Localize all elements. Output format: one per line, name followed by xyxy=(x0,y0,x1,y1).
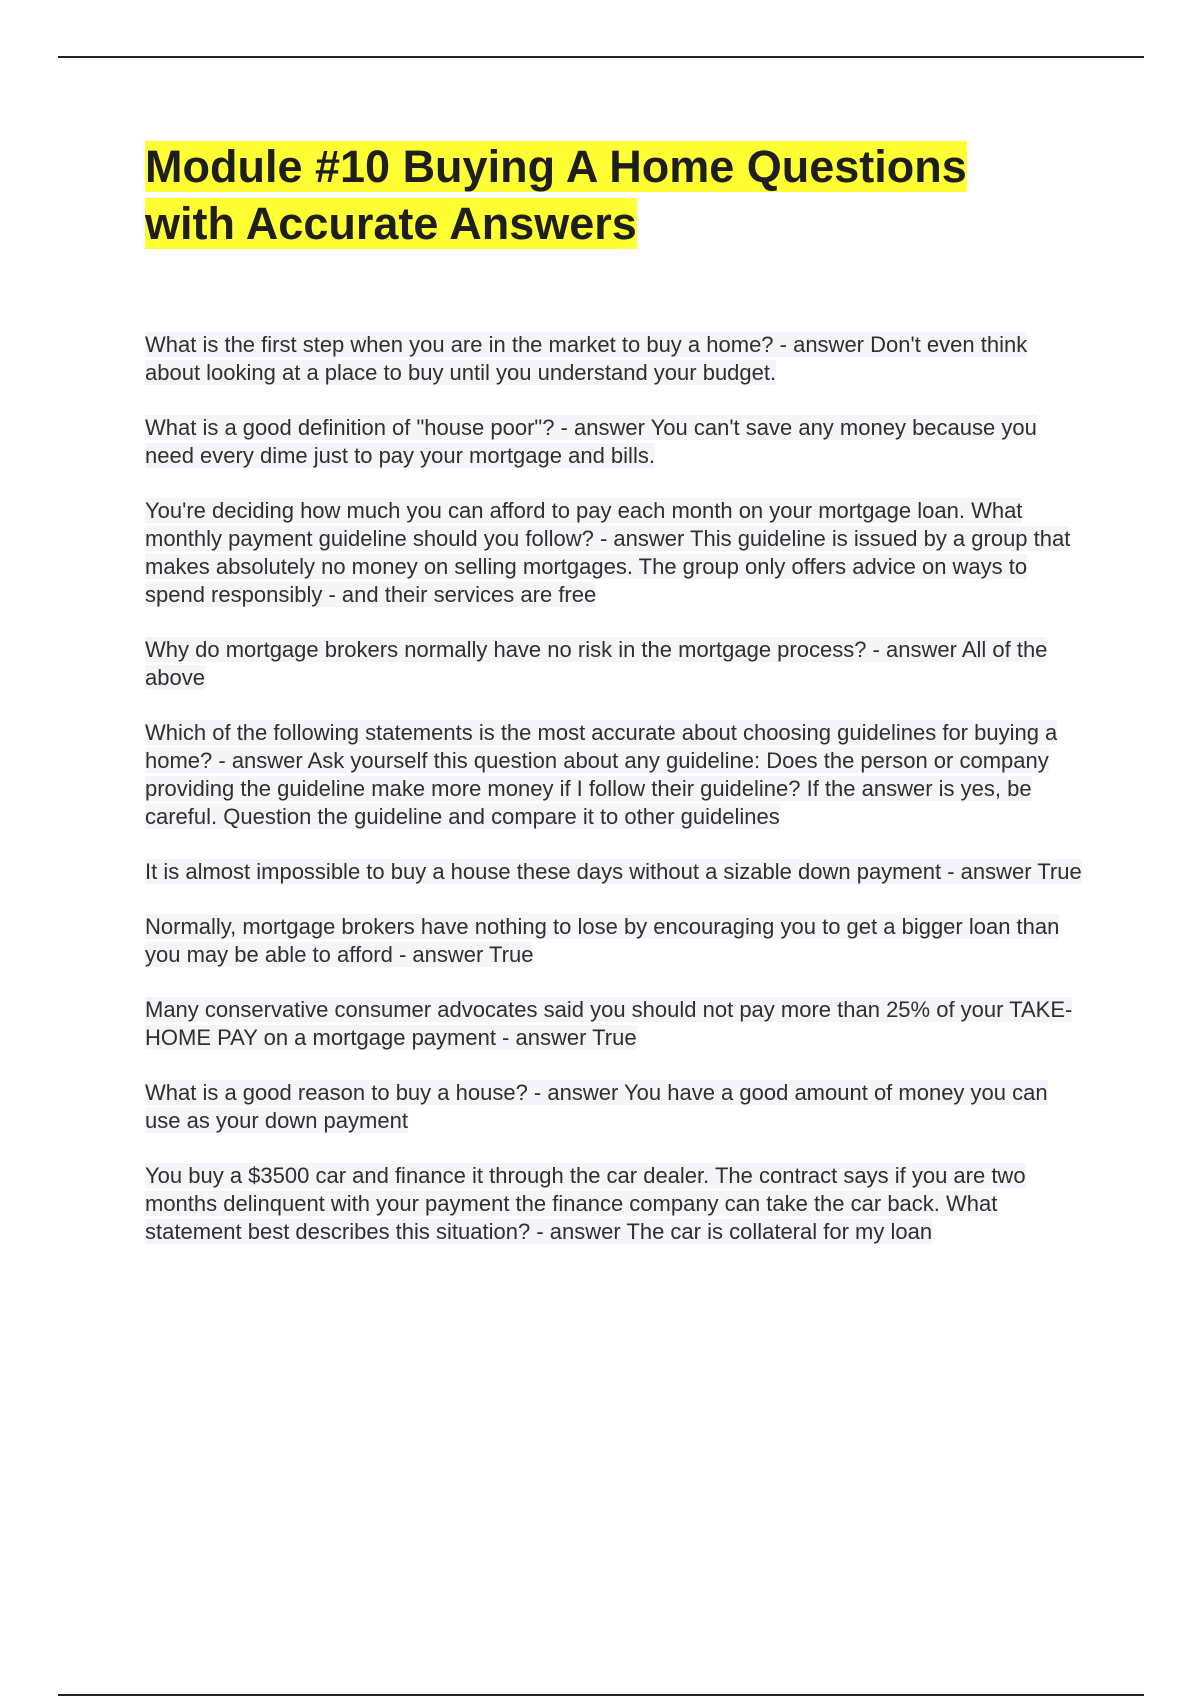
qa-text: It is almost impossible to buy a house these days without a sizable down payment - answer True xyxy=(145,859,1082,884)
document-body xyxy=(145,138,1095,1273)
qa-item xyxy=(145,331,1085,387)
qa-text: What is a good definition of "house poor"? - answer You can't save any money because you need every dime just to pay your mortgage and bills. xyxy=(145,415,1037,468)
qa-item xyxy=(145,996,1085,1052)
qa-item xyxy=(145,913,1085,969)
footer-rule xyxy=(58,1694,1144,1696)
qa-text: Which of the following statements is the most accurate about choosing guidelines for buying a home? - answer Ask yourself this question about any guideline: Does the person or company providing the guideline make more money if I follow their guideline? If the answer is yes, be careful. Question the guideline and compare it to other guidelines xyxy=(145,720,1058,829)
qa-item xyxy=(145,858,1085,886)
header-rule xyxy=(58,56,1144,58)
qa-text: What is a good reason to buy a house? - answer You have a good amount of money you can use as your down payment xyxy=(145,1080,1048,1133)
qa-text: You buy a $3500 car and finance it through the car dealer. The contract says if you are two months delinquent with your payment the finance company can take the car back. What statement best describes this situation? - answer The car is collateral for my loan xyxy=(145,1163,1026,1244)
qa-text: Normally, mortgage brokers have nothing to lose by encouraging you to get a bigger loan than you may be able to afford - answer True xyxy=(145,914,1060,967)
qa-item xyxy=(145,1079,1085,1135)
qa-text: Why do mortgage brokers normally have no risk in the mortgage process? - answer All of the above xyxy=(145,637,1048,690)
qa-item xyxy=(145,1162,1085,1246)
qa-text: Many conservative consumer advocates said you should not pay more than 25% of your TAKE-HOME PAY on a mortgage payment - answer True xyxy=(145,997,1073,1050)
qa-item xyxy=(145,636,1085,692)
qa-text: What is the first step when you are in the market to buy a home? - answer Don't even think about looking at a place to buy until you understand your budget. xyxy=(145,332,1028,385)
qa-text: You're deciding how much you can afford to pay each month on your mortgage loan. What monthly payment guideline should you follow? - answer This guideline is issued by a group that makes absolutely no money on selling mortgages. The group only offers advice on ways to spend responsibly - and their services are free xyxy=(145,498,1071,607)
qa-item xyxy=(145,497,1085,609)
document-title xyxy=(145,138,1045,252)
document-title-text: Module #10 Buying A Home Questions with Accurate Answers xyxy=(145,141,967,249)
qa-list xyxy=(145,331,1095,1246)
qa-item xyxy=(145,414,1085,470)
qa-item xyxy=(145,719,1085,831)
